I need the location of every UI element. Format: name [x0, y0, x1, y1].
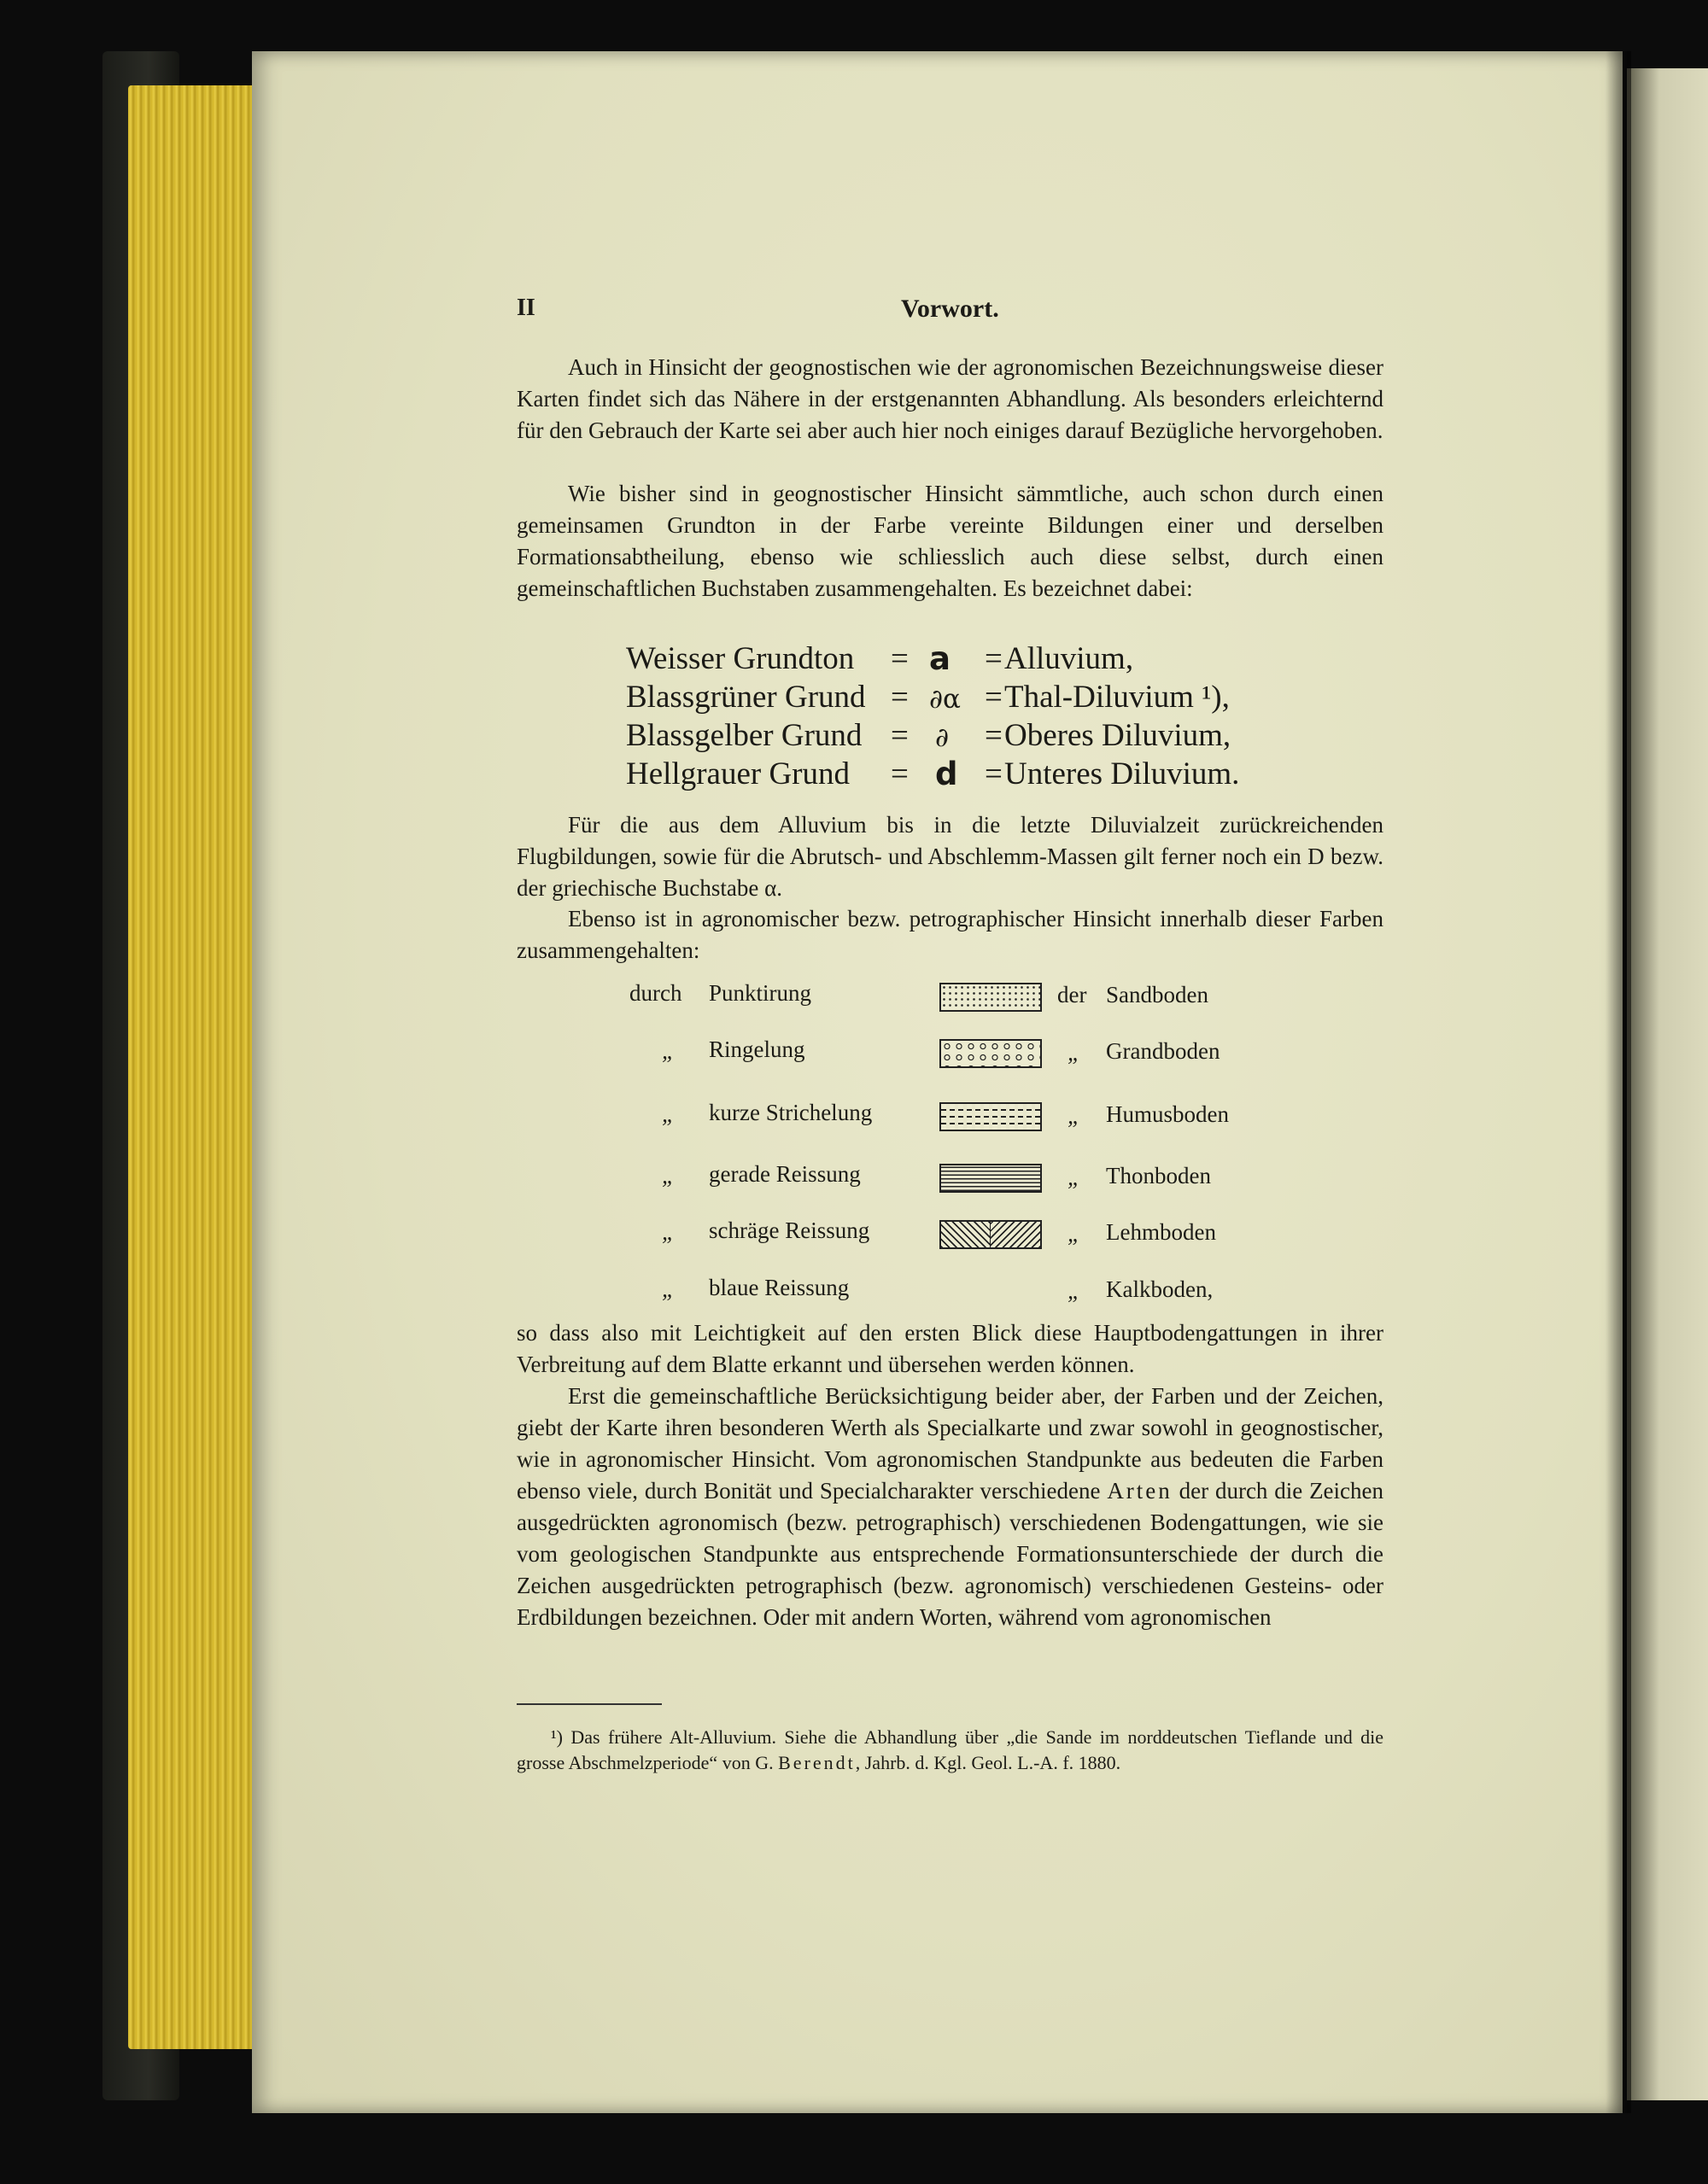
formula-ground: Blassgelber Grund	[626, 718, 863, 753]
paragraph-1	[517, 352, 1383, 447]
paragraph-6-text: Erst die gemeinschaftliche Berücksichtigung beider aber, der Farben und der Zeichen, giebt der Karte ihren besonderen Werth als Specialkarte und zwar sowohl in geognostischer, wie in agronomischer Hinsicht. Vom agronomischen Standpunkte aus bedeuten die Farben ebenso viele, durch Bonität und Specialcharakter verschiedene	[517, 1383, 1383, 1504]
paragraph-2-text: Wie bisher sind in geognostischer Hinsicht sämmtliche, auch schon durch einen gemeinsamen Grundton in der Farbe vereinte Bildungen einer und derselben Formationsabtheilung, ebenso wie schliesslich auch diese selbst, durch einen gemeinschaftlichen Buchstaben zusammengehalten. Es bezeichnet dabei:	[517, 481, 1383, 601]
formula-symbol: ∂α	[929, 684, 961, 715]
swatch-schraege-reissung	[939, 1220, 1042, 1249]
legend-prefix: „	[662, 1219, 676, 1245]
facing-page-edge	[1627, 68, 1708, 2100]
paragraph-3-text: Für die aus dem Alluvium bis in die letzte Diluvialzeit zurückreichenden Flugbildungen, sowie für die Abrutsch- und Abschlemm-Massen gilt ferner noch ein D bezw. der griechische Buchstabe α.	[517, 812, 1383, 901]
page-header	[517, 295, 1383, 329]
formula-ground: Weisser Grundton	[626, 641, 855, 676]
formula-formation: Alluvium,	[1004, 641, 1134, 676]
legend-prefix: „	[662, 1038, 676, 1064]
formula-symbol: a	[929, 640, 951, 677]
legend-method: blaue Reissung	[709, 1275, 850, 1300]
legend-soil: Grandboden	[1106, 1038, 1220, 1064]
formula-equals: =	[985, 756, 1003, 791]
formula-symbol: d	[935, 756, 958, 792]
legend-soil: Kalkboden,	[1106, 1276, 1214, 1302]
formula-equals: =	[985, 718, 1003, 753]
page-number: II	[517, 295, 535, 321]
page-edges	[128, 85, 256, 2049]
formula-equals: =	[891, 641, 909, 676]
legend-row	[623, 1218, 1307, 1252]
legend-method: kurze Strichelung	[709, 1100, 873, 1125]
paragraph-2	[517, 478, 1383, 604]
footnote-rule	[517, 1703, 662, 1705]
footnote-text: Das frühere Alt-Alluvium. Siehe die Abhandlung über „die Sande im norddeutschen Tieflande und die grosse Abschmelzperiode“ von G.	[517, 1726, 1384, 1773]
footnote-text-end: , Jahrb. d. Kgl. Geol. L.-A. f. 1880.	[855, 1752, 1121, 1773]
swatch-blaue-reissung	[939, 1277, 1042, 1306]
legend-prefix: „	[662, 1163, 676, 1188]
legend-row	[623, 1275, 1307, 1309]
formula-equals: =	[891, 756, 909, 791]
paragraph-6-emphasis: Arten	[1107, 1478, 1173, 1504]
formula-equals: =	[891, 680, 909, 715]
paragraph-6-text-end: der durch die Zeichen ausgedrückten agronomisch (bezw. petrographisch) verschiedenen Bodengattungen, wie sie vom geologischen Standpunkte aus entsprechende Formationsunterschiede der durch die Zeichen ausgedrückten petrographisch (bezw. agronomisch) verschiedenen Gesteins- oder Erdbildungen bezeichnen. Oder mit andern Worten, während vom agronomischen	[517, 1478, 1384, 1630]
legend-prefix: „	[662, 1276, 676, 1302]
legend-method: Punktirung	[709, 980, 812, 1006]
legend-row	[623, 980, 1307, 1014]
paragraph-3	[517, 809, 1383, 904]
formula-formation: Oberes Diluvium,	[1004, 718, 1231, 753]
paragraph-4	[517, 903, 1383, 966]
legend-soil: Humusboden	[1106, 1101, 1229, 1127]
swatch-strichelung	[939, 1102, 1042, 1131]
gutter-shadow	[1606, 51, 1631, 2113]
formula-formation: Unteres Diluvium.	[1004, 756, 1240, 791]
legend-soil: Thonboden	[1106, 1163, 1211, 1188]
legend-soil-prefix: „	[1068, 1165, 1081, 1190]
formula-equals: =	[891, 718, 909, 753]
formula-equals: =	[985, 641, 1003, 676]
legend-method: schräge Reissung	[709, 1218, 870, 1243]
legend-prefix: „	[662, 1101, 676, 1127]
legend-row	[623, 1161, 1307, 1195]
legend-prefix: durch	[629, 980, 682, 1006]
footnote-marker: ¹)	[551, 1726, 563, 1748]
formula-formation: Thal-Diluvium ¹),	[1004, 680, 1230, 715]
paragraph-4-text: Ebenso ist in agronomischer bezw. petrographischer Hinsicht innerhalb dieser Farben zusammengehalten:	[517, 906, 1383, 963]
legend-row	[623, 1100, 1307, 1134]
paragraph-6	[517, 1381, 1383, 1633]
formula-equals: =	[985, 680, 1003, 715]
legend-soil-prefix: „	[1068, 1103, 1081, 1129]
legend-soil-prefix: der	[1057, 982, 1087, 1007]
legend-method: gerade Reissung	[709, 1161, 861, 1187]
legend-soil: Sandboden	[1106, 982, 1208, 1007]
formula-ground: Blassgrüner Grund	[626, 680, 866, 715]
formula-symbol: ∂	[935, 722, 950, 753]
footnote-author: Berendt	[778, 1752, 856, 1773]
paragraph-1-text: Auch in Hinsicht der geognostischen wie der agronomischen Bezeichnungsweise dieser Karten findet sich das Nähere in der erstgenannten Abhandlung. Als besonders erleichternd für den Gebrauch der Karte sei aber auch hier noch einiges darauf Bezügliche hervorgehoben.	[517, 354, 1383, 443]
swatch-schraege-right	[991, 1222, 1040, 1247]
legend-row	[623, 1037, 1307, 1071]
legend-soil-prefix: „	[1068, 1221, 1081, 1247]
footnote	[517, 1725, 1383, 1776]
running-title: Vorwort.	[901, 295, 999, 323]
legend-soil-prefix: „	[1068, 1278, 1081, 1304]
legend-soil: Lehmboden	[1106, 1219, 1216, 1245]
swatch-punktirung	[939, 983, 1042, 1012]
formula-ground: Hellgrauer Grund	[626, 756, 850, 791]
swatch-ringelung	[939, 1039, 1042, 1068]
paragraph-5	[517, 1317, 1383, 1381]
swatch-gerade-reissung	[939, 1164, 1042, 1193]
legend-soil-prefix: „	[1068, 1040, 1081, 1066]
legend-method: Ringelung	[709, 1037, 805, 1062]
paragraph-5-text: so dass also mit Leichtigkeit auf den ersten Blick diese Hauptbodengattungen in ihrer Verbreitung auf dem Blatte erkannt und übersehen werden können.	[517, 1320, 1383, 1377]
